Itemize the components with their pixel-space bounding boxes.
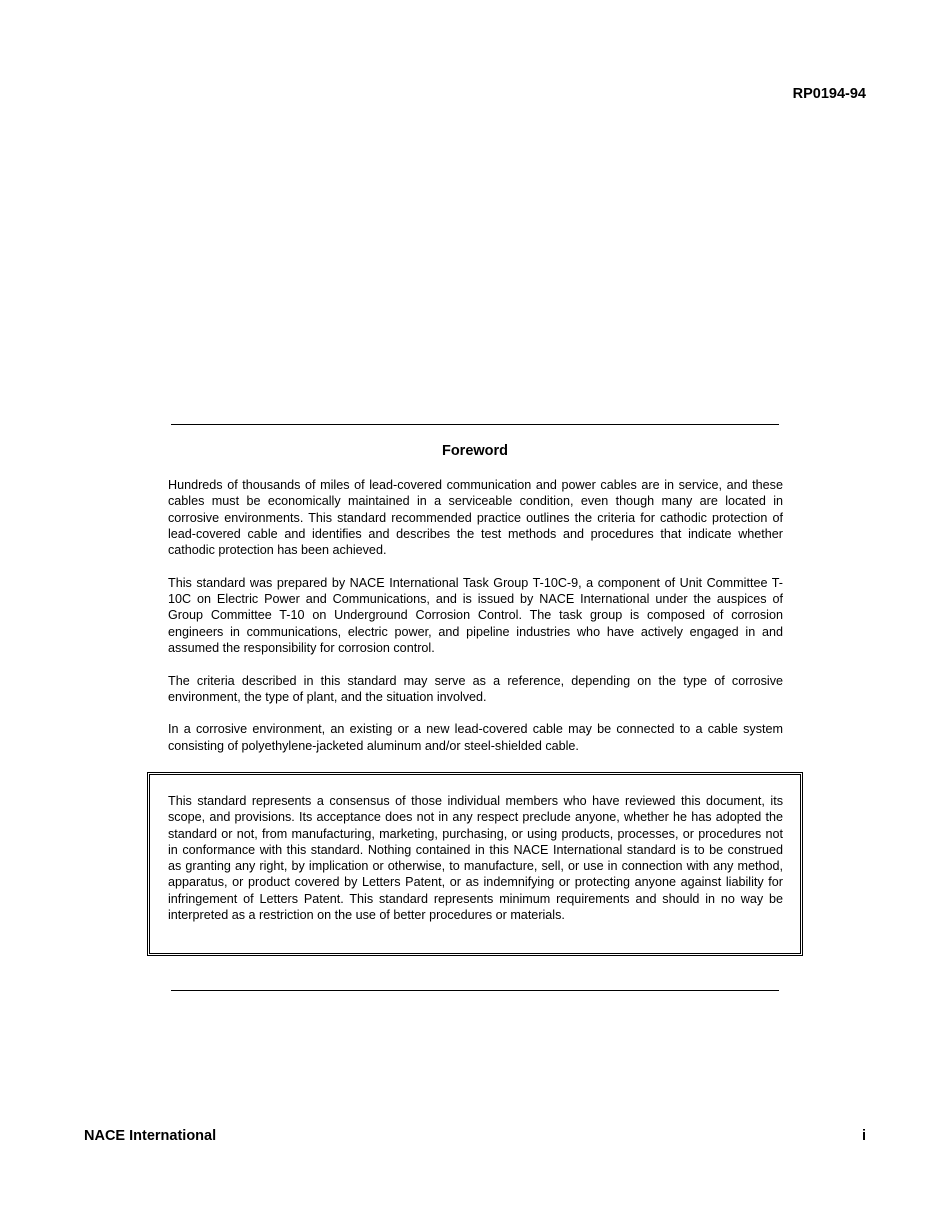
footer-publisher: NACE International xyxy=(84,1128,217,1144)
foreword-paragraph: Hundreds of thousands of miles of lead-covered communication and power cables are in service, and these cables must be economically maintained in a serviceable condition, even though many are located in corrosive environments. This standard recommended practice outlines the criteria for cathodic protection of lead-covered cable and identifies and describes the test methods and procedures that indicate whether cathodic protection has been achieved. xyxy=(168,478,783,558)
foreword-paragraph: In a corrosive environment, an existing or a new lead-covered cable may be connected to a cable system consisting of polyethylene-jacketed aluminum and/or steel-shielded cable. xyxy=(168,722,783,753)
document-code: RP0194-94 xyxy=(792,86,866,102)
top-divider xyxy=(171,424,779,425)
page-title: Foreword xyxy=(441,443,509,459)
consensus-notice-text: This standard represents a consensus of those individual members who have reviewed this document, its scope, and provisions. Its acceptance does not in any respect preclude anyone, whether he has adopted the standard or not, from manufacturing, marketing, purchasing, or using products, processes, or procedures not in conformance with this standard. Nothing contained in this NACE International standard is to be construed as granting any right, by implication or otherwise, to manufacture, sell, or use in connection with any method, apparatus, or product covered by Letters Patent, or as indemnifying or protecting anyone against liability for infringement of Letters Patent. This standard represents minimum requirements and should in no way be interpreted as a restriction on the use of better procedures or materials. xyxy=(168,794,783,923)
footer-page-number: i xyxy=(861,1128,866,1144)
foreword-paragraph: The criteria described in this standard may serve as a reference, depending on the type of corrosive environment, the type of plant, and the situation involved. xyxy=(168,673,783,704)
foreword-paragraph: This standard was prepared by NACE International Task Group T-10C-9, a component of Unit Committee T-10C on Electric Power and Communications, and is issued by NACE International under the auspices of Group Committee T-10 on Underground Corrosion Control. The task group is composed of corrosion engineers in communications, electric power, and pipeline industries who have actively engaged in and assumed the responsibility for corrosion control. xyxy=(168,575,783,655)
foreword-body xyxy=(168,477,783,770)
consensus-notice-box xyxy=(147,772,803,956)
bottom-divider xyxy=(171,990,779,991)
